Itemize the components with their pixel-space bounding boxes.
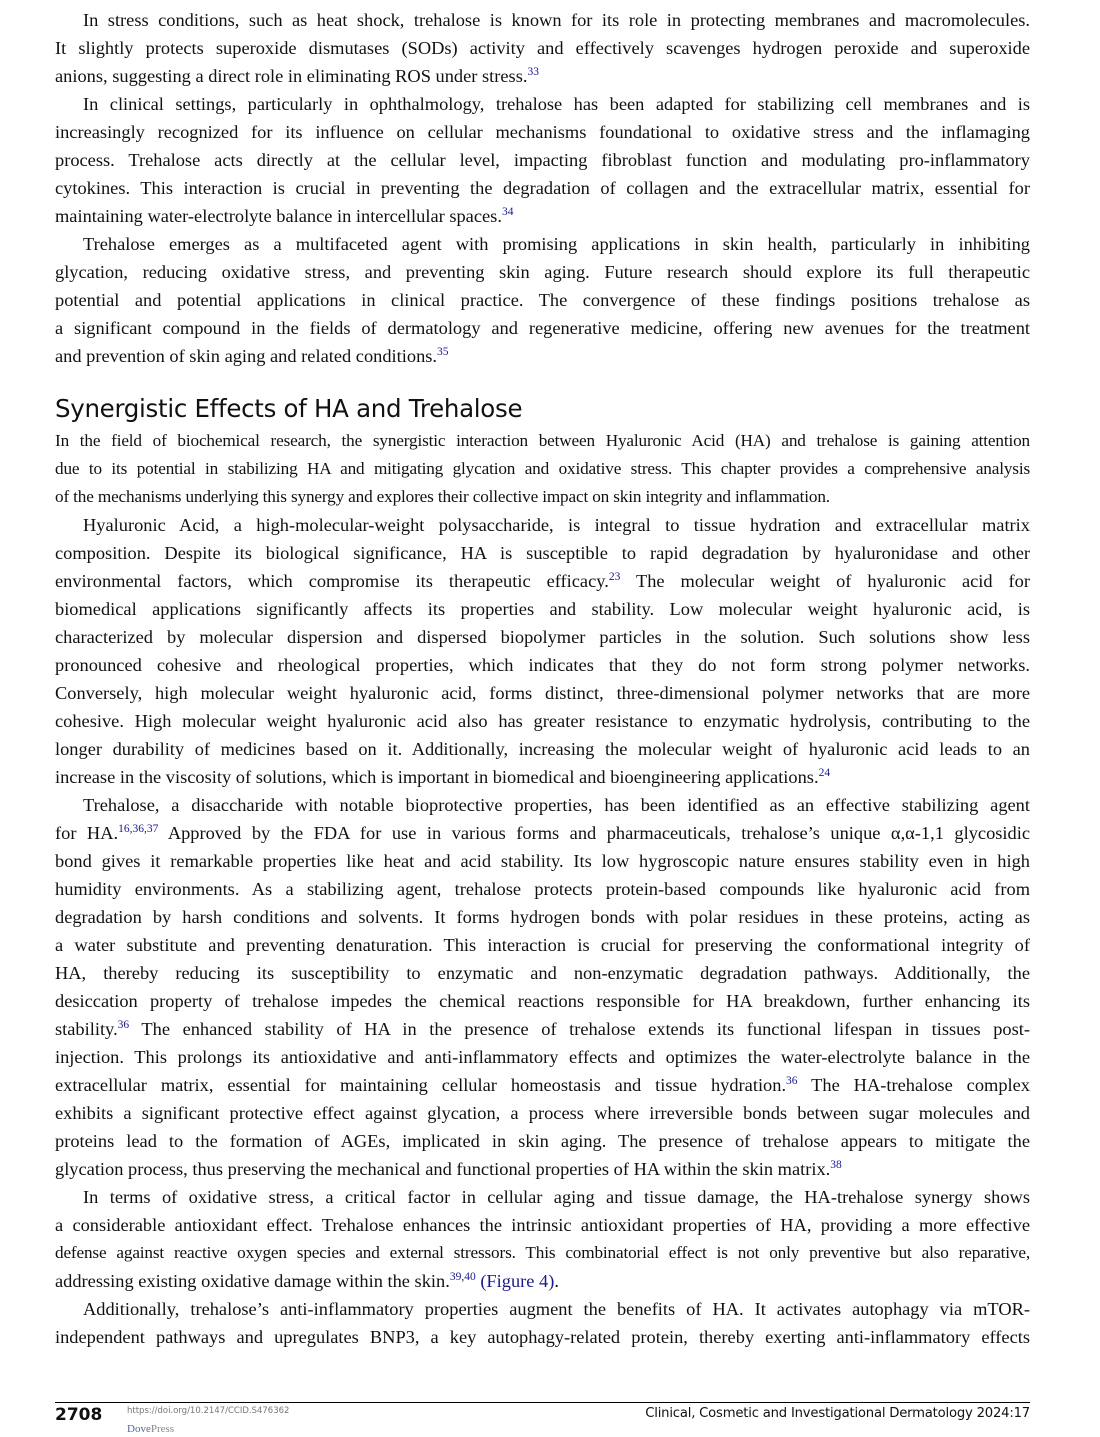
text-line [55, 931, 1030, 959]
text-line [55, 875, 1030, 903]
text-line [55, 1071, 1030, 1099]
footer-divider [55, 1402, 1030, 1403]
line-text: a significant compound in the fields of dermatology and regenerative medicine, offering new avenues for the treatment [55, 318, 1030, 338]
text-line [55, 707, 1030, 735]
line-text: injection. This prolongs its antioxidative and anti-inflammatory effects and optimizes the water-electrolyte balance in the [55, 1047, 1030, 1067]
publisher-logo[interactable] [127, 1423, 174, 1435]
line-text: extracellular matrix, essential for maintaining cellular homeostasis and tissue hydration. [55, 1075, 787, 1095]
text-line [55, 567, 1030, 595]
line-text: increasingly recognized for its influence on cellular mechanisms foundational to oxidative stress and the inflamaging [55, 122, 1030, 142]
line-text: Hyaluronic Acid, a high-molecular-weight polysaccharide, is integral to tissue hydration and extracellular matrix [83, 515, 1030, 535]
text-line [55, 146, 1030, 174]
citation-superscript[interactable]: 33 [527, 66, 539, 78]
text-line [83, 90, 1030, 118]
text-line [55, 1099, 1030, 1127]
page-number: 2708 [55, 1405, 103, 1425]
line-text: The molecular weight of hyaluronic acid for [620, 571, 1031, 591]
text-line [55, 202, 1030, 230]
citation-superscript[interactable]: 39,40 [449, 1271, 476, 1283]
line-text: due to its potential in stabilizing HA and mitigating glycation and oxidative stress. This chapter provides a comprehensive analysis [55, 459, 1030, 478]
text-line [55, 763, 1030, 791]
line-text: humidity environments. As a stabilizing agent, trehalose protects protein-based compounds like hyaluronic acid from [55, 879, 1030, 899]
text-line [55, 1323, 1030, 1351]
text-line [83, 6, 1030, 34]
text-line [55, 258, 1030, 286]
line-text: HA, thereby reducing its susceptibility to enzymatic and non-enzymatic degradation pathways. Additionally, the [55, 963, 1030, 983]
line-text: cohesive. High molecular weight hyaluronic acid also has greater resistance to enzymatic hydrolysis, contributing to the [55, 711, 1030, 731]
section-heading: Synergistic Effects of HA and Trehalose [55, 394, 523, 423]
citation-superscript[interactable]: 36 [786, 1075, 798, 1087]
line-text: potential and potential applications in clinical practice. The convergence of these findings positions trehalose as [55, 290, 1030, 310]
line-text: Trehalose emerges as a multifaceted agent with promising applications in skin health, particularly in inhibiting [83, 234, 1030, 254]
line-text: a water substitute and preventing denaturation. This interaction is crucial for preserving the conformational integrity of [55, 935, 1030, 955]
text-line [55, 1127, 1030, 1155]
line-text: defense against reactive oxygen species and external stressors. This combinatorial effect is not only preventive but also reparative, [55, 1243, 1030, 1262]
line-text: pronounced cohesive and rheological properties, which indicates that they do not form strong polymer networks. [55, 655, 1030, 675]
line-text: In stress conditions, such as heat shock, trehalose is known for its role in protecting membranes and macromolecules. [83, 10, 1030, 30]
line-text: increase in the viscosity of solutions, which is important in biomedical and bioengineering applications. [55, 767, 819, 787]
citation-superscript[interactable]: 24 [818, 767, 831, 779]
text-line [55, 1043, 1030, 1071]
text-line [55, 819, 1030, 847]
citation-superscript[interactable]: 35 [437, 346, 449, 358]
line-text: maintaining water-electrolyte balance in intercellular spaces. [55, 206, 502, 226]
line-text: bond gives it remarkable properties like heat and acid stability. Its low hygroscopic nature ensures stability even in high [55, 851, 1030, 871]
line-text: exhibits a significant protective effect against glycation, a process where irreversible bonds between sugar molecules and [55, 1103, 1030, 1123]
publisher-press: Press [150, 1423, 175, 1435]
line-text: longer durability of medicines based on it. Additionally, increasing the molecular weight of hyaluronic acid leads to an [55, 739, 1030, 759]
text-line [55, 735, 1030, 763]
text-line [55, 1211, 1030, 1239]
line-text: Trehalose, a disaccharide with notable bioprotective properties, has been identified as an effective stabilizing agent [83, 795, 1030, 815]
text-line [55, 987, 1030, 1015]
line-text: proteins lead to the formation of AGEs, implicated in skin aging. The presence of trehalose appears to mitigate the [55, 1131, 1030, 1151]
line-text: anions, suggesting a direct role in eliminating ROS under stress. [55, 66, 528, 86]
text-line [55, 174, 1030, 202]
line-text: independent pathways and upregulates BNP3, a key autophagy-related protein, thereby exerting anti-inflammatory effects [55, 1327, 1030, 1347]
text-line [55, 314, 1030, 342]
text-line [55, 118, 1030, 146]
line-text: desiccation property of trehalose impedes the chemical reactions responsible for HA breakdown, further enhancing its [55, 991, 1030, 1011]
figure-link[interactable]: (Figure 4) [480, 1271, 555, 1291]
line-text: composition. Despite its biological significance, HA is susceptible to rapid degradation by hyaluronidase and other [55, 543, 1030, 563]
text-line [55, 1015, 1030, 1043]
text-line [55, 286, 1030, 314]
line-text: The HA-trehalose complex [797, 1075, 1030, 1095]
text-line [55, 595, 1030, 623]
citation-superscript[interactable]: 16,36,37 [118, 823, 159, 835]
text-line [55, 62, 1030, 90]
text-line [83, 511, 1030, 539]
text-line [55, 455, 1030, 483]
line-text: addressing existing oxidative damage within the skin. [55, 1271, 450, 1291]
line-text: process. Trehalose acts directly at the cellular level, impacting fibroblast function and modulating pro-inflammatory [55, 150, 1030, 170]
line-text: In the field of biochemical research, the synergistic interaction between Hyaluronic Acid (HA) and trehalose is gaining attention [55, 431, 1030, 450]
text-line [83, 1183, 1030, 1211]
text-line [55, 483, 1030, 511]
citation-superscript[interactable]: 36 [117, 1019, 130, 1031]
citation-superscript[interactable]: 23 [608, 571, 621, 583]
text-line [83, 230, 1030, 258]
line-text: of the mechanisms underlying this synergy and explores their collective impact on skin integrity and inflammation. [55, 487, 830, 506]
text-line [55, 1267, 1030, 1295]
text-line [83, 791, 1030, 819]
line-text: In clinical settings, particularly in ophthalmology, trehalose has been adapted for stabilizing cell membranes and is [83, 94, 1030, 114]
line-text: The enhanced stability of HA in the presence of trehalose extends its functional lifespan in tissues post- [129, 1019, 1030, 1039]
publisher-dove: Dove [127, 1423, 151, 1435]
line-text: stability. [55, 1019, 118, 1039]
line-text: biomedical applications significantly affects its properties and stability. Low molecular weight hyaluronic acid, is [55, 599, 1030, 619]
line-text: for HA. [55, 823, 119, 843]
citation-superscript[interactable]: 38 [830, 1159, 842, 1171]
doi-link[interactable]: https://doi.org/10.2147/CCID.S476362 [127, 1406, 290, 1416]
line-text: characterized by molecular dispersion and dispersed biopolymer particles in the solution. Such solutions show less [55, 627, 1030, 647]
text-line [55, 342, 1030, 370]
text-line [55, 623, 1030, 651]
text-line [55, 1155, 1030, 1183]
text-line [55, 847, 1030, 875]
line-text: cytokines. This interaction is crucial in preventing the degradation of collagen and the extracellular matrix, essential for [55, 178, 1030, 198]
line-text: In terms of oxidative stress, a critical factor in cellular aging and tissue damage, the HA-trehalose synergy shows [83, 1187, 1030, 1207]
line-text: Additionally, trehalose’s anti-inflammatory properties augment the benefits of HA. It activates autophagy via mTOR- [83, 1299, 1030, 1319]
text-line [55, 903, 1030, 931]
text-line [55, 427, 1030, 455]
line-text: It slightly protects superoxide dismutases (SODs) activity and effectively scavenges hydrogen peroxide and superoxide [55, 38, 1030, 58]
text-line [83, 1295, 1030, 1323]
line-text: Approved by the FDA for use in various forms and pharmaceuticals, trehalose’s unique α,α-1,1 glycosidic [158, 823, 1030, 843]
line-text: Conversely, high molecular weight hyaluronic acid, forms distinct, three-dimensional polymer networks that are more [55, 683, 1030, 703]
line-text: degradation by harsh conditions and solvents. It forms hydrogen bonds with polar residues in these proteins, acting as [55, 907, 1030, 927]
line-text: . [554, 1271, 559, 1291]
line-text: glycation process, thus preserving the mechanical and functional properties of HA within the skin matrix. [55, 1159, 831, 1179]
text-line [55, 651, 1030, 679]
citation-superscript[interactable]: 34 [501, 206, 514, 218]
journal-citation: Clinical, Cosmetic and Investigational Dermatology 2024:17 [645, 1406, 1030, 1421]
line-text: glycation, reducing oxidative stress, and preventing skin aging. Future research should explore its full therapeutic [55, 262, 1030, 282]
line-text: and prevention of skin aging and related conditions. [55, 346, 438, 366]
text-line [55, 679, 1030, 707]
line-text: environmental factors, which compromise its therapeutic efficacy. [55, 571, 609, 591]
line-text: a considerable antioxidant effect. Trehalose enhances the intrinsic antioxidant properties of HA, providing a more effective [55, 1215, 1030, 1235]
text-line [55, 34, 1030, 62]
text-line [55, 959, 1030, 987]
text-line [55, 1239, 1030, 1267]
text-line [55, 539, 1030, 567]
